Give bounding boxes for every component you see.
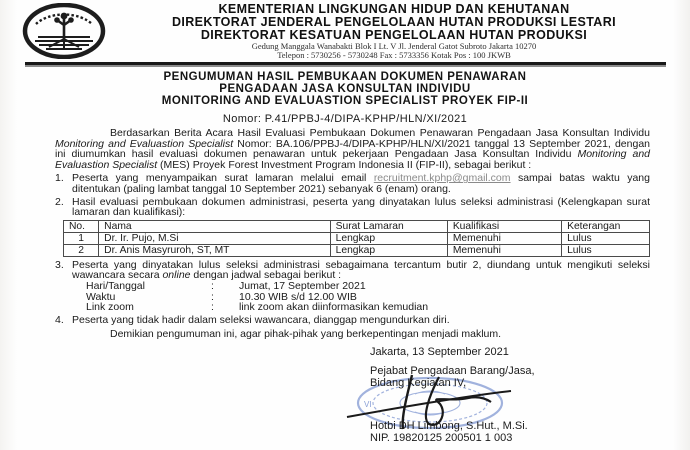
signer-name: Hotbi DH Limbong, S.Hut., M.Si.	[370, 420, 528, 432]
list-number-4: 4.	[55, 313, 64, 326]
list-number-1: 1.	[55, 172, 64, 185]
intro-paragraph	[55, 128, 650, 170]
signer-nip: NIP. 19820125 200501 1 003	[370, 432, 513, 444]
ministry-logo-icon	[22, 3, 106, 59]
letter-number: Nomor: P.41/PPBJ-4/DIPA-KPHP/HLN/XI/2021	[222, 113, 468, 125]
schedule-separator: :	[211, 279, 214, 292]
table-header-row	[64, 220, 650, 232]
table-cell: Lulus	[562, 244, 650, 256]
closing-paragraph: Demikian pengumuman ini, agar pihak-pihak yang berkepentingan menjadi maklum.	[110, 328, 502, 341]
schedule-value: Jumat, 17 September 2021	[239, 279, 366, 292]
schedule-label: Link zoom	[86, 301, 134, 314]
schedule-value: link zoom akan diinformasikan kemudian	[239, 301, 429, 314]
table-header-cell: Kualifikasi	[447, 220, 561, 232]
interview-schedule	[86, 281, 650, 313]
letter-body	[55, 128, 650, 340]
table-cell: Dr. Ir. Pujo, M.Si	[99, 232, 330, 244]
intro-seg-italic-1: Monitoring and Evaluastion Specialist	[55, 137, 234, 150]
list-item-2-text: Hasil evaluasi pembukaan dokumen administrasi, peserta yang dinyatakan lulus seleksi administrasi (Kelengkapan surat lamaran dan kualifikasi):	[72, 195, 650, 219]
email-link[interactable]: recruitment.kphp@gmail.com	[373, 172, 511, 185]
letterhead-text	[118, 3, 670, 60]
list-number-3: 3.	[55, 258, 64, 271]
intro-seg-2: Nomor: BA.106/PPBJ-4/DIPA-KPHP/HLN/XI/2021 tanggal 13 September 2021, dengan ini diumumkan hasil evaluasi dokumen penawaran untuk pekerjaan Pengadaan Jasa Konsultan Individu	[55, 137, 650, 161]
item3-seg-1: Peserta yang dinyatakan lulus seleksi administrasi sebagaimana tercantum butir 2, diundang untuk mengikuti seleksi wawancara secara	[72, 258, 650, 282]
letterhead-divider	[25, 62, 666, 67]
title-line-2: PENGADAAN JASA KONSULTAN INDIVIDU	[219, 83, 471, 95]
table-header-cell: Keterangan	[562, 220, 650, 232]
signer-title: Pejabat Pengadaan Barang/Jasa,	[370, 365, 535, 377]
ministry-name: KEMENTERIAN LINGKUNGAN HIDUP DAN KEHUTANAN	[218, 2, 570, 16]
table-cell: Lulus	[562, 232, 650, 244]
directorate-name: DIREKTORAT KESATUAN PENGELOLAAN HUTAN PRODUKSI	[200, 28, 588, 42]
signature-block	[370, 346, 535, 444]
table-row	[64, 232, 650, 244]
announcement-title	[0, 71, 690, 125]
office-address: Gedung Manggala Wanabakti Blok I Lt. V Jl. Jenderal Gatot Subroto Jakarta 10270	[251, 41, 537, 51]
table-header-cell: Nama	[99, 220, 330, 232]
schedule-separator: :	[211, 290, 214, 303]
item1-seg-2: sampai batas waktu yang ditentukan (paling lambat tanggal 10 September 2021) sebanyak 6 (enam) orang.	[72, 172, 650, 195]
title-line-1: PENGUMUMAN HASIL PEMBUKAAN DOKUMEN PENAWARAN	[163, 71, 527, 83]
table-cell: 2	[64, 244, 99, 256]
schedule-separator: :	[211, 301, 214, 314]
list-item-2	[55, 197, 650, 218]
table-cell: Dr. Anis Masyruroh, ST, MT	[99, 244, 330, 256]
letterhead	[0, 0, 690, 60]
table-cell: 1	[64, 232, 99, 244]
table-cell: Lengkap	[330, 244, 447, 256]
list-item-1-text	[72, 173, 650, 194]
table-header-cell: Surat Lamaran	[330, 220, 447, 232]
table-cell: Memenuhi	[447, 244, 561, 256]
item3-seg-2: dengan jadwal sebagai berikut :	[190, 269, 342, 282]
table-header-cell: No.	[64, 220, 99, 232]
title-line-3: MONITORING AND EVALUASTION SPECIALIST PROYEK FIP-II	[161, 95, 529, 107]
list-item-3-text	[72, 260, 650, 313]
schedule-value: 10.30 WIB s/d 12.00 WIB	[239, 290, 357, 303]
table-row	[64, 244, 650, 256]
intro-seg-italic-2: Monitoring and Evaluastion Specialist	[55, 148, 650, 171]
schedule-label: Hari/Tanggal	[86, 279, 145, 292]
list-item-4-text: Peserta yang tidak hadir dalam seleksi wawancara, dianggap mengundurkan diri.	[72, 313, 450, 326]
list-item-4	[55, 315, 650, 326]
schedule-label: Waktu	[86, 290, 116, 303]
item3-seg-italic: online	[162, 269, 191, 282]
item1-seg-1: Peserta yang menyampaikan surat lamaran melalui email	[72, 172, 374, 185]
list-item-3	[55, 260, 650, 313]
schedule-row-link	[86, 302, 650, 313]
place-date: Jakarta, 13 September 2021	[370, 346, 509, 358]
intro-seg-1: Berdasarkan Berita Acara Hasil Evaluasi Pembukaan Dokumen Penawaran Pengadaan Jasa Konsultan Individu	[110, 127, 650, 139]
table-cell: Lengkap	[330, 232, 447, 244]
directorate-general-name: DIREKTORAT JENDERAL PENGELOLAAN HUTAN PRODUKSI LESTARI	[171, 15, 617, 29]
evaluation-table	[63, 220, 650, 257]
list-number-2: 2.	[55, 195, 64, 208]
office-contact: Telepon : 5730256 - 5730248 Fax : 5733356 Kotak Pos : 100 JKWB	[277, 50, 511, 60]
list-item-1	[55, 173, 650, 194]
schedule-row-day	[86, 281, 650, 292]
signer-division: Bidang Kegiatan IV,	[370, 377, 467, 389]
table-cell: Memenuhi	[447, 232, 561, 244]
stamp-mark: VI	[364, 400, 372, 409]
intro-seg-3: (MES) Proyek Forest Investment Program Indonesia II (FIP-II), sebagai berikut :	[157, 158, 532, 171]
item3-intro	[72, 260, 650, 281]
